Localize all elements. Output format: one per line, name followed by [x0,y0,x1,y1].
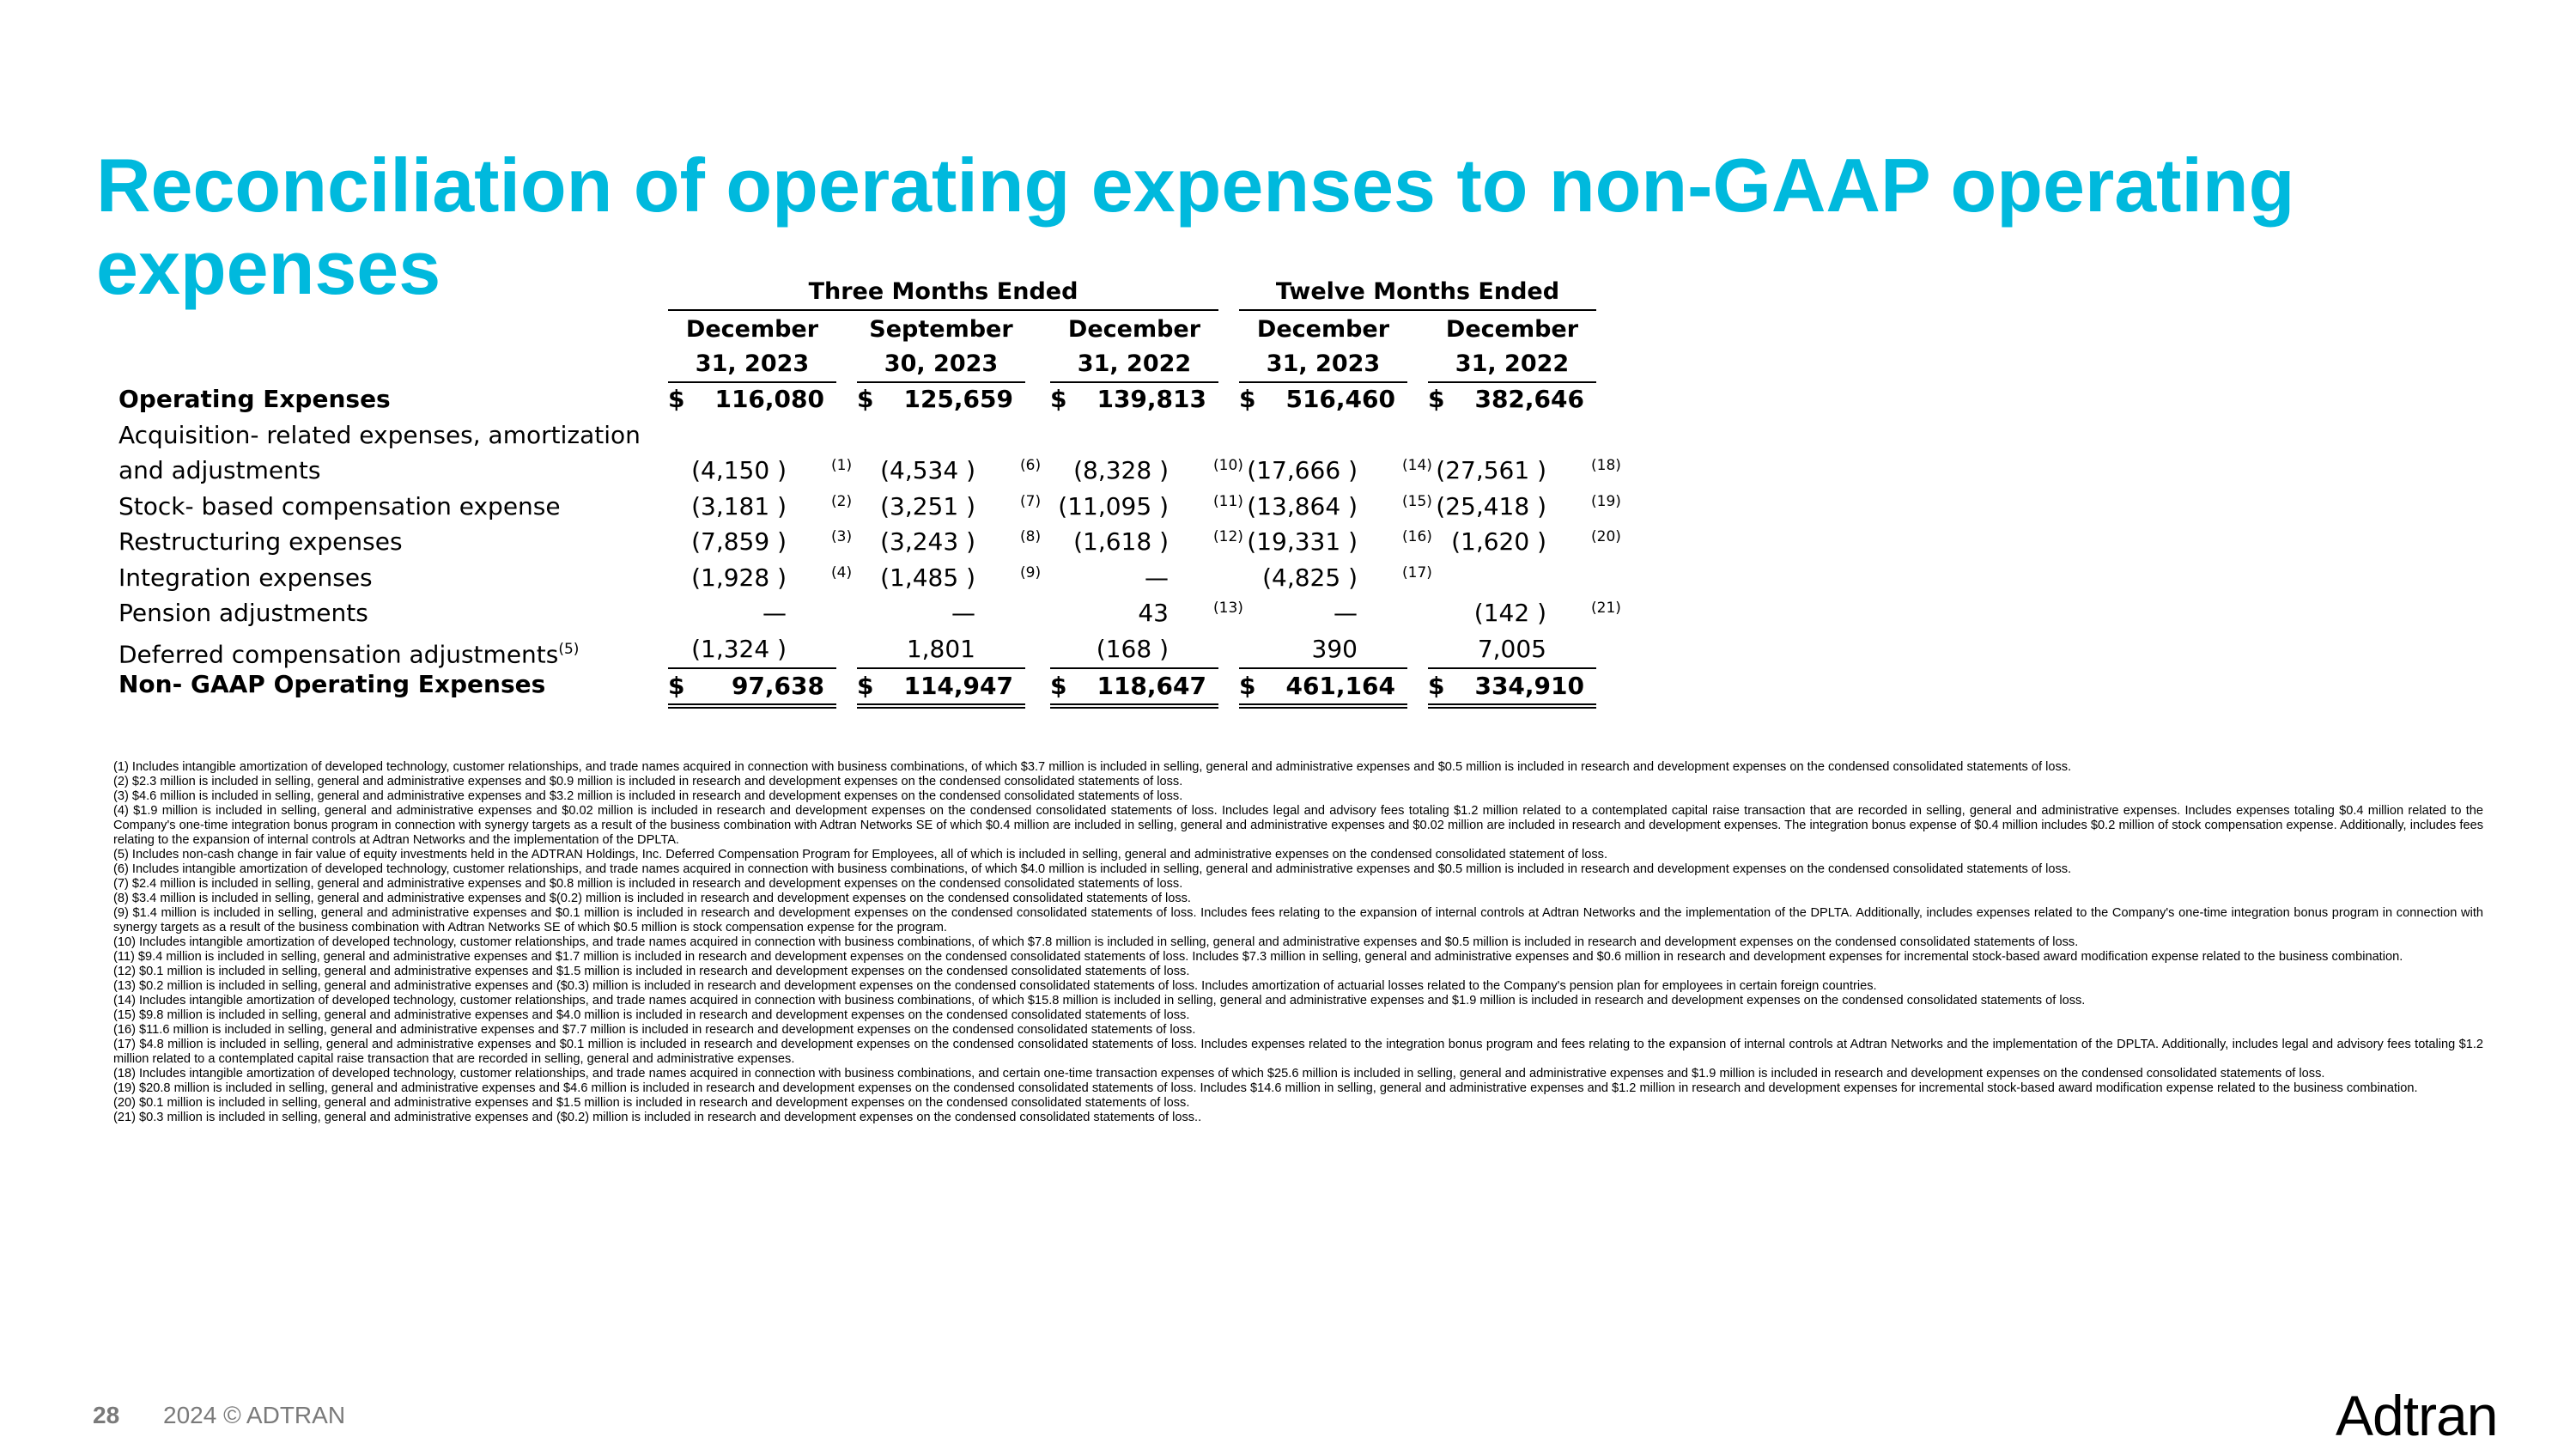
column-header-line2: 30, 2023 [857,347,1025,383]
cell-value: (3,251 ) [880,491,975,521]
cell-value: — [1334,599,1358,627]
table-cell [1050,525,1243,559]
cell-value: 125,659 [903,385,1013,413]
table-cell [1239,454,1432,488]
cell-value: (4,534 ) [880,456,975,484]
table-cell [1428,382,1596,417]
table-cell [1239,525,1432,559]
footnote-item: (17) $4.8 million is included in selling, general and administrative expenses and $0.1 million is included in research and development expenses on the condensed consolidated statements of loss. Includes expenses related to the integration bonus program and fees relating to the expansion of internal controls at Adtran Networks and the implementation of the DPLTA. Additionally, includes legal and advisory fees totaling $1.2 million related to a contemplated capital raise transaction that are recorded in selling, general and administrative expenses. [113,1038,2483,1066]
column-header-line1: December [1067,316,1201,343]
table-cell [1239,596,1407,630]
cell-value: 43 [1138,599,1169,627]
table-cell [668,667,836,709]
cell-value: — [951,599,975,627]
column-header [1239,313,1407,383]
cell-footnote: (10) [1213,457,1243,474]
footnote-item: (20) $0.1 million is included in selling, general and administrative expenses and $1.5 million is included in research and development expenses on the condensed consolidated statements of loss. [113,1096,1190,1110]
group-header-twelve-months: Twelve Months Ended [1239,275,1596,311]
cell-value: (3,243 ) [880,527,975,556]
table-row [110,561,1604,595]
table-row [110,667,1604,702]
column-header-line2: 31, 2023 [668,347,836,383]
cell-footnote: (15) [1402,492,1432,510]
footnote-item: (6) Includes intangible amortization of developed technology, customer relationships, and trade names acquired in connection with business combinations, of which $4.0 million is included in selling, general and administrative expenses and $0.5 million is included in research and development expenses on the condensed consolidated statements of loss. [113,862,2072,876]
cell-value: (168 ) [1096,634,1169,663]
currency-symbol: $ [668,385,685,413]
cell-footnote: (2) [831,492,853,510]
cell-footnote: (6) [1020,457,1042,474]
cell-value: 139,813 [1097,385,1206,413]
cell-footnote: (21) [1591,600,1621,617]
footnote-item: (18) Includes intangible amortization of developed technology, customer relationships, and trade names acquired in connection with business combinations, and certain one-time transaction expenses of which $25.6 million is included in selling, general and administrative expenses and $1.9 million is included in research and development expenses on the condensed consolidated statements of loss. [113,1067,2325,1081]
cell-value: 516,460 [1285,385,1395,413]
table-cell [1428,596,1621,630]
cell-value: 461,164 [1285,672,1395,700]
row-label: Pension adjustments [118,599,368,627]
footnote-item: (12) $0.1 million is included in selling, general and administrative expenses and $1.5 million is included in research and development expenses on the condensed consolidated statements of loss. [113,965,1190,978]
table-cell [1428,490,1621,524]
footnote-item: (21) $0.3 million is included in selling, general and administrative expenses and ($0.2) million is included in research and development expenses on the condensed consolidated statements of loss.. [113,1111,1202,1124]
footnotes [113,760,2483,1125]
table-cell [1428,454,1621,488]
table-cell [1428,667,1596,709]
currency-symbol: $ [1428,672,1445,700]
footnote-item: (1) Includes intangible amortization of developed technology, customer relationships, and trade names acquired in connection with business combinations, of which $3.7 million is included in selling, general and administrative expenses and $0.5 million is included in research and development expenses on the condensed consolidated statements of loss. [113,760,2072,774]
table-cell [668,632,836,667]
footnote-item: (2) $2.3 million is included in selling, general and administrative expenses and $0.9 million is included in research and development expenses on the condensed consolidated statements of loss. [113,775,1183,788]
logo-text: Adtran [2336,1384,2498,1447]
table-cell [1050,596,1243,630]
footnote-item: (9) $1.4 million is included in selling, general and administrative expenses and $0.1 million is included in research and development expenses on the condensed consolidated statements of loss. Includes fees relating to the expansion of internal controls at Adtran Networks and the implementation of the DPLTA. Additionally, includes expenses related to the Company's one-time integration bonus program in connection with synergy targets as a result of the business combination with Adtran Networks SE of which $0.5 million is stock compensation expense for the program. [113,906,2483,935]
cell-value: (1,620 ) [1451,527,1546,556]
table-cell [668,454,853,488]
cell-footnote: (4) [831,563,853,581]
cell-value: (8,328 ) [1073,456,1169,484]
footnote-item: (3) $4.6 million is included in selling, general and administrative expenses and $3.2 million is included in research and development expenses on the condensed consolidated statements of loss. [113,789,1183,803]
cell-value: (25,418 ) [1436,491,1546,521]
cell-value: (4,825 ) [1262,563,1358,592]
column-header [668,313,836,383]
cell-value: 1,801 [906,634,975,663]
table-row [110,596,1621,630]
copyright: 2024 © ADTRAN [163,1402,346,1428]
cell-value: 118,647 [1097,672,1206,700]
cell-value: (7,859 ) [691,527,787,556]
cell-footnote: (1) [831,457,853,474]
row-label-footnote: (5) [558,640,580,658]
table-cell [857,561,1042,595]
adtran-logo [2336,1383,2497,1448]
cell-value: 390 [1311,634,1358,663]
table-row [110,490,1621,524]
row-label: Deferred compensation adjustments$^{(5)}$ [118,639,580,668]
cell-value: — [1145,563,1169,592]
cell-footnote: (3) [831,528,853,545]
cell-footnote: (17) [1402,563,1432,581]
row-label: and adjustments [118,456,321,484]
column-header-line2: 31, 2022 [1428,347,1596,383]
footnote-item: (4) $1.9 million is included in selling, general and administrative expenses and $0.02 million is included in research and development expenses on the condensed consolidated statements of loss. Includes legal and advisory fees totaling $1.2 million related to a contemplated capital raise transaction that are recorded in selling, general and administrative expenses. Includes expenses totaling $0.4 million related to the Company's one-time integration bonus program in connection with synergy targets as a result of the business combination with Adtran Networks SE of which $0.4 million are included in selling, general and administrative expenses and $0.02 million are included in research and development expenses. The integration bonus expense of $0.4 million includes $0.2 million of stock compensation expense. Additionally, includes fees relating to the expansion of internal controls at Adtran Networks and the implementation of the DPLTA. [113,804,2483,847]
cell-footnote: (20) [1591,528,1621,545]
table-cell [1239,667,1407,709]
table-cell [1239,561,1432,595]
cell-value: 114,947 [903,672,1013,700]
table-cell [857,382,1025,417]
cell-footnote: (9) [1020,563,1042,581]
cell-value: (142 ) [1473,599,1546,627]
cell-value: 97,638 [731,672,824,700]
table-cell [857,596,1025,630]
table-row [110,632,1604,667]
table-cell [1050,454,1243,488]
table-cell [1050,632,1218,667]
cell-value: 334,910 [1474,672,1584,700]
cell-footnote: (12) [1213,528,1243,545]
cell-footnote: (7) [1020,492,1042,510]
row-label: Operating Expenses [118,385,391,413]
table-cell [668,561,853,595]
table-cell [668,525,853,559]
page-number: 28 [93,1402,120,1428]
column-header-line2: 31, 2023 [1239,347,1407,383]
footnote-item: (16) $11.6 million is included in selling, general and administrative expenses and $7.7 million is included in research and development expenses on the condensed consolidated statements of loss. [113,1023,1196,1037]
table-cell [857,454,1042,488]
column-header-line1: December [1256,316,1390,343]
table-cell [668,596,836,630]
cell-value: (17,666 ) [1247,456,1358,484]
table-cell [1239,632,1407,667]
table-cell [857,632,1025,667]
cell-value: (1,485 ) [880,563,975,592]
footnote-item: (8) $3.4 million is included in selling, general and administrative expenses and $(0.2) million is included in research and development expenses on the condensed consolidated statements of loss. [113,892,1191,905]
table-cell [857,490,1042,524]
column-header-line1: December [1445,316,1579,343]
footnote-item: (14) Includes intangible amortization of developed technology, customer relationships, and trade names acquired in connection with business combinations, of which $15.8 million is included in selling, general and administrative expenses and $1.9 million is included in research and development expenses on the condensed consolidated statements of loss. [113,994,2086,1008]
cell-value: (1,618 ) [1073,527,1169,556]
table-cell [857,667,1025,709]
currency-symbol: $ [668,672,685,700]
cell-value: (19,331 ) [1247,527,1358,556]
column-header [1428,313,1596,383]
table-cell [1239,382,1407,417]
footnote-item: (13) $0.2 million is included in selling, general and administrative expenses and ($0.3) million is included in research and development expenses on the condensed consolidated statements of loss. Includes amortization of actuarial losses related to the Company's pension plan for employees in certain foreign countries. [113,979,1877,993]
column-header [1050,313,1218,383]
cell-value: (13,864 ) [1247,491,1358,521]
cell-footnote: (18) [1591,457,1621,474]
table-cell [668,382,836,417]
cell-value: (4,150 ) [691,456,787,484]
row-label: Restructuring expenses [118,527,403,556]
footnote-item: (10) Includes intangible amortization of developed technology, customer relationships, and trade names acquired in connection with business combinations, of which $7.8 million is included in selling, general and administrative expenses and $0.5 million is included in research and development expenses on the condensed consolidated statements of loss. [113,935,2079,949]
cell-value: (11,095 ) [1058,491,1169,521]
group-header-three-months: Three Months Ended [668,275,1218,311]
currency-symbol: $ [857,672,874,700]
currency-symbol: $ [1239,385,1256,413]
table-cell [1239,490,1432,524]
footnote-item: (15) $9.8 million is included in selling, general and administrative expenses and $4.0 million is included in research and development expenses on the condensed consolidated statements of loss. [113,1008,1190,1022]
cell-value: 382,646 [1474,385,1584,413]
cell-footnote: (11) [1213,492,1243,510]
table-row [110,525,1621,559]
column-header-line1: September [869,316,1013,343]
cell-footnote: (13) [1213,600,1243,617]
table-cell [1428,632,1596,667]
currency-symbol: $ [1428,385,1445,413]
table-cell [668,490,853,524]
page-title: Reconciliation of operating expenses to non-GAAP operating expenses [96,143,2295,310]
table-cell [1428,525,1621,559]
row-label: Non- GAAP Operating Expenses [118,670,546,698]
table-cell [1428,561,1596,595]
row-label: Acquisition- related expenses, amortization [118,420,641,449]
cell-footnote: (16) [1402,528,1432,545]
currency-symbol: $ [1050,672,1067,700]
table-cell [1050,667,1218,709]
table-cell [857,525,1042,559]
footnote-item: (19) $20.8 million is included in selling, general and administrative expenses and $4.6 million is included in research and development expenses on the condensed consolidated statements of loss. Includes $14.6 million in selling, general and administrative expenses and $1.2 million in research and development expenses for incremental stock-based award modification expense related to the business combination. [113,1081,2418,1095]
row-label: Stock- based compensation expense [118,491,561,521]
cell-value: (3,181 ) [691,491,787,521]
cell-value: (1,928 ) [691,563,787,592]
currency-symbol: $ [1050,385,1067,413]
footnote-item: (11) $9.4 million is included in selling, general and administrative expenses and $1.7 million is included in research and development expenses on the condensed consolidated statements of loss. Includes $7.3 million in selling, general and administrative expenses and $0.6 million in research and development expenses for incremental stock-based award modification expense related to the business combination. [113,950,2403,964]
cell-value: 7,005 [1477,634,1546,663]
table-cell [1050,382,1218,417]
table-row [110,454,1621,488]
cell-footnote: (19) [1591,492,1621,510]
cell-value: 116,080 [714,385,824,413]
column-header [857,313,1025,383]
table-cell [1050,490,1243,524]
cell-footnote: (14) [1402,457,1432,474]
cell-value: (1,324 ) [691,634,787,663]
cell-value: (27,561 ) [1436,456,1546,484]
footnote-item: (7) $2.4 million is included in selling, general and administrative expenses and $0.8 million is included in research and development expenses on the condensed consolidated statements of loss. [113,877,1183,891]
column-header-line1: December [685,316,819,343]
table-row [110,418,1604,453]
table-cell [1050,561,1218,595]
cell-value: — [762,599,787,627]
currency-symbol: $ [1239,672,1256,700]
table-row [110,382,1604,417]
cell-footnote: (8) [1020,528,1042,545]
currency-symbol: $ [857,385,874,413]
row-label: Integration expenses [118,563,373,592]
column-header-line2: 31, 2022 [1050,347,1218,383]
footnote-item: (5) Includes non-cash change in fair value of equity investments held in the ADTRAN Holdings, Inc. Deferred Compensation Program for Employees, all of which is included in selling, general and administrative expenses on the condensed consolidated statement of loss. [113,848,1608,861]
